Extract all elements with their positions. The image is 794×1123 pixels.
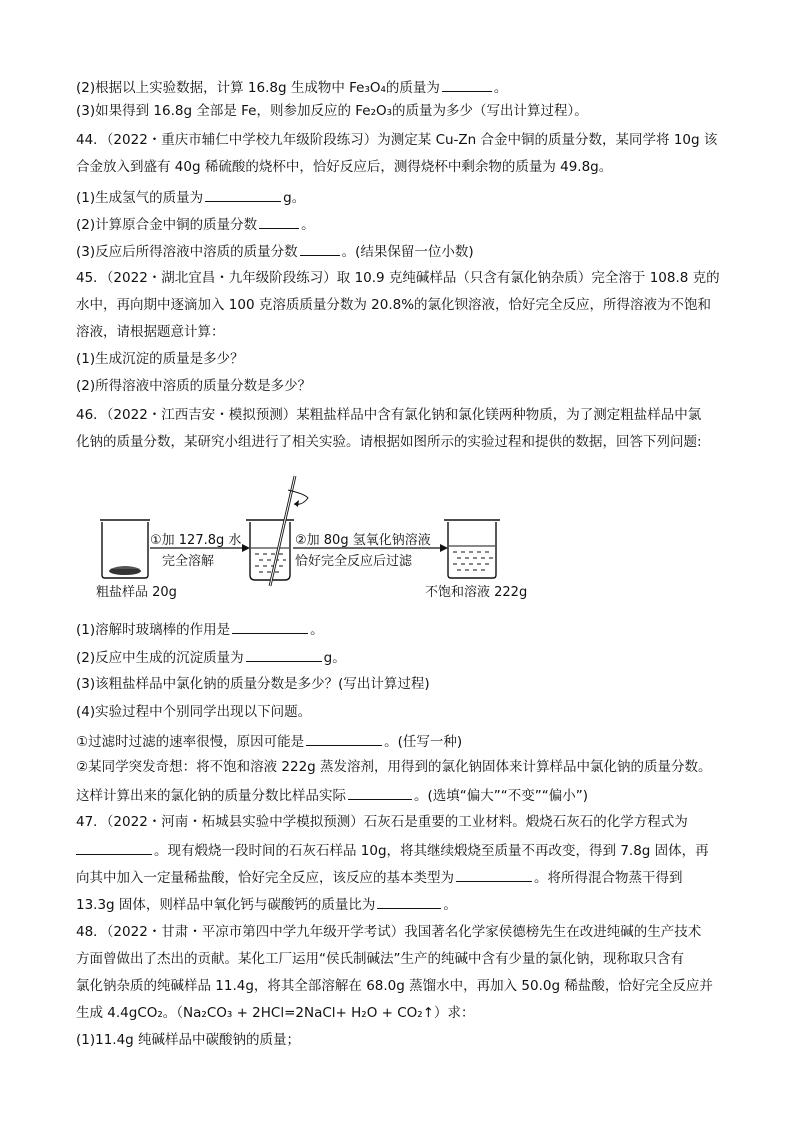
step2-bottom-label: 恰好完全反应后过滤: [295, 554, 413, 569]
q47-stem-line2: [76, 839, 709, 861]
q44-part2: [76, 213, 315, 235]
step1-bottom-label: 完全溶解: [162, 554, 215, 569]
q43-part3: (3)如果得到 16.8g 全部是 Fe，则参加反应的 Fe₂O₃的质量为多少（写出计算过程）。: [76, 103, 588, 119]
q46-part1-text: (1)溶解时玻璃棒的作用是: [76, 622, 231, 638]
q46-part4-1-text: ①过滤时过滤的速率很慢，原因可能是: [76, 734, 305, 750]
label-right: 不饱和溶液 222g: [425, 585, 528, 600]
answer-blank[interactable]: [377, 893, 441, 909]
q47-stem-line3-text: 向其中加入一定量稀盐酸，恰好完全反应，该反应的基本类型为: [76, 870, 454, 886]
q47-stem-line3: [76, 866, 683, 888]
q44-part2-text: (2)计算原合金中铜的质量分数: [76, 217, 258, 233]
answer-blank[interactable]: [348, 784, 412, 800]
q44-part3-tail: 。(结果保留一位小数): [341, 244, 474, 260]
q44-part3-text: (3)反应后所得溶液中溶质的质量分数: [76, 244, 298, 260]
q46-part4-2-line2: [76, 784, 588, 806]
answer-blank[interactable]: [246, 646, 322, 662]
q46-part2-tail: g。: [323, 650, 346, 666]
experiment-diagram: [90, 468, 550, 604]
answer-blank[interactable]: [76, 839, 152, 855]
q46-part4-2-text: 这样计算出来的氯化钠的质量分数比样品实际: [76, 788, 346, 804]
q44-part1: [76, 186, 305, 208]
q46-stem-line2: 化钠的质量分数，某研究小组进行了相关实验。请根据如图所示的实验过程和提供的数据，回答下列问题:: [76, 434, 702, 450]
q44-stem-line2: 合金放入到盛有 40g 稀硫酸的烧杯中，恰好反应后，测得烧杯中剩余物的质量为 49.8g。: [76, 159, 613, 175]
q46-part2: [76, 646, 346, 668]
label-left: 粗盐样品 20g: [96, 585, 177, 600]
q46-part1: [76, 618, 324, 640]
q48-stem-line4: 生成 4.4gCO₂。（Na₂CO₃ + 2HCl=2NaCl+ H₂O + CO₂↑）求：: [76, 1005, 475, 1021]
answer-blank[interactable]: [442, 76, 492, 92]
answer-blank[interactable]: [259, 213, 299, 229]
q45-stem-line1: 45．（2022・湖北宜昌・九年级阶段练习）取 10.9 克纯碱样品（只含有氯化钠杂质）完全溶于 108.8 克的: [76, 270, 720, 286]
q46-part4-2-line1: ②某同学突发奇想：将不饱和溶液 222g 蒸发溶剂，用得到的氯化钠固体来计算样品中氯化钠的质量分数。: [76, 759, 712, 775]
q48-stem-line1: 48．（2022・甘肃・平凉市第四中学九年级开学考试）我国著名化学家侯德榜先生在改进纯碱的生产技术: [76, 924, 702, 940]
answer-blank[interactable]: [300, 240, 340, 256]
q46-stem-line1: 46．（2022・江西吉安・模拟预测）某粗盐样品中含有氯化钠和氯化镁两种物质，为了测定粗盐样品中氯: [76, 407, 702, 423]
q44-stem-line1: 44．（2022・重庆市辅仁中学校九年级阶段练习）为测定某 Cu-Zn 合金中铜的质量分数，某同学将 10g 该: [76, 132, 718, 148]
q44-part1-tail: g。: [283, 190, 306, 206]
beaker-left: [100, 520, 150, 578]
q45-stem-line3: 溶液，请根据题意计算：: [76, 324, 225, 340]
q43-part2: [76, 76, 507, 98]
q48-stem-line3: 氯化钠杂质的纯碱样品 11.4g，将其全部溶解在 68.0g 蒸馏水中，再加入 50.0g 稀盐酸，恰好完全反应并: [76, 978, 713, 994]
q46-part3: (3)该粗盐样品中氯化钠的质量分数是多少？(写出计算过程): [76, 676, 430, 692]
q47-stem-line4: [76, 893, 457, 915]
q44-part1-text: (1)生成氢气的质量为: [76, 190, 204, 206]
q46-part4-2-tail: 。(选填“偏大”“不变”“偏小”): [414, 788, 588, 804]
step2-top-label: ②加 80g 氢氧化钠溶液: [295, 533, 431, 548]
q47-stem-line1: 47．（2022・河南・柘城县实验中学模拟预测）石灰石是重要的工业材料。煅烧石灰石的化学方程式为: [76, 814, 688, 830]
q47-stem-line2-text: 。现有煅烧一段时间的石灰石样品 10g，将其继续煅烧至质量不再改变，得到 7.8g 固体，再: [154, 843, 709, 859]
q44-part2-tail: 。: [301, 217, 315, 233]
answer-blank[interactable]: [232, 618, 308, 634]
q48-part1: (1)11.4g 纯碱样品中碳酸钠的质量；: [76, 1032, 301, 1048]
q46-part4-1: [76, 730, 462, 752]
beaker-right: [444, 520, 500, 578]
q43-part2-text: (2)根据以上实验数据，计算 16.8g 生成物中 Fe₃O₄的质量为: [76, 80, 440, 96]
step1-top-label: ①加 127.8g 水: [150, 533, 242, 548]
q47-stem-line4-text: 13.3g 固体，则样品中氧化钙与碳酸钙的质量比为: [76, 897, 376, 913]
q44-part3: [76, 240, 474, 262]
answer-blank[interactable]: [205, 186, 281, 202]
answer-blank[interactable]: [456, 866, 532, 882]
q47-stem-line4-tail: 。: [443, 897, 457, 913]
q48-stem-line2: 方面曾做出了杰出的贡献。某化工厂运用“侯氏制碱法”生产的纯碱中含有少量的氯化钠，现称取只含有: [76, 951, 684, 967]
q45-part1: (1)生成沉淀的质量是多少？: [76, 351, 244, 367]
q45-part2: (2)所得溶液中溶质的质量分数是多少？: [76, 378, 312, 394]
q46-part4: (4)实验过程中个别同学出现以下问题。: [76, 704, 312, 720]
answer-blank[interactable]: [306, 730, 382, 746]
q45-stem-line2: 水中，再向期中逐滴加入 100 克溶质质量分数为 20.8%的氯化钡溶液，恰好完全反应，所得溶液为不饱和: [76, 297, 712, 313]
q46-part2-text: (2)反应中生成的沉淀质量为: [76, 650, 244, 666]
beaker-middle: [246, 476, 308, 586]
q46-part1-tail: 。: [310, 622, 324, 638]
q46-part4-1-tail: 。(任写一种): [384, 734, 463, 750]
q47-stem-line3-tail: 。将所得混合物蒸干得到: [534, 870, 683, 886]
q43-part2-tail: 。: [493, 80, 508, 96]
